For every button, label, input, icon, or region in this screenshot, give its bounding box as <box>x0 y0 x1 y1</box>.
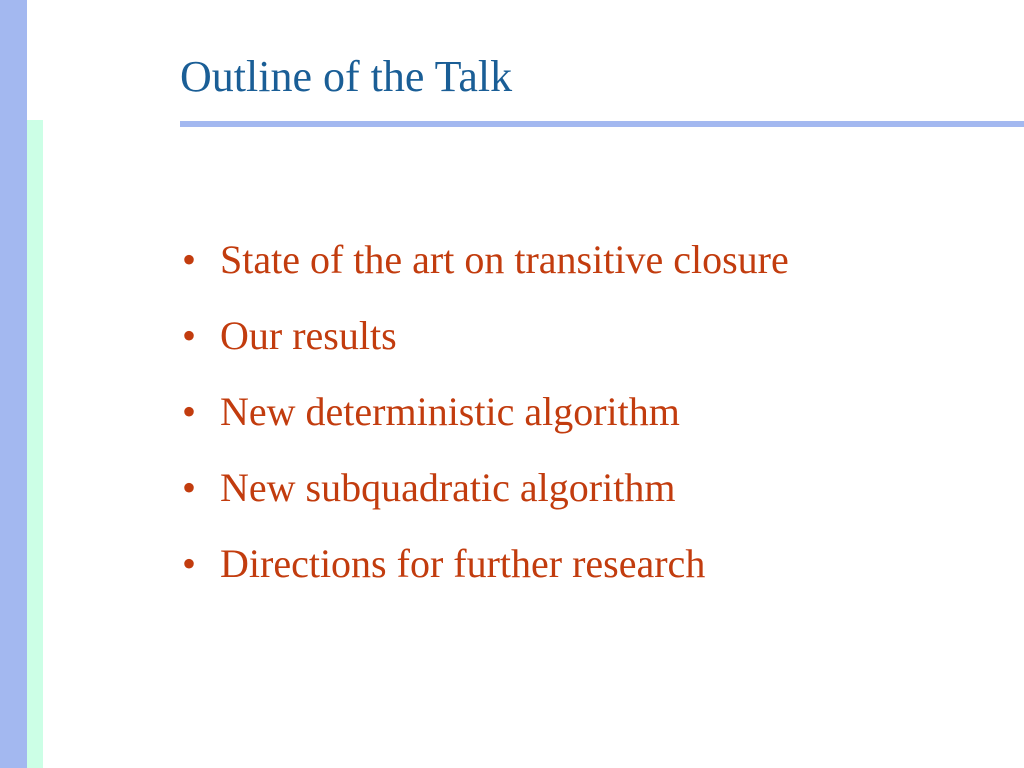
bullet-item <box>182 465 789 544</box>
bullet-icon: • <box>182 465 197 510</box>
bullet-icon: • <box>182 237 197 282</box>
slide-title: Outline of the Talk <box>180 52 513 101</box>
bullet-list <box>182 237 789 620</box>
bullet-item <box>182 313 789 392</box>
bullet-item <box>182 237 789 316</box>
bullet-item <box>182 541 789 620</box>
left-accent-bar <box>0 0 27 768</box>
bullet-icon: • <box>182 389 197 434</box>
title-underline-rule <box>180 121 1024 127</box>
bullet-item <box>182 389 789 468</box>
bullet-text: State of the art on transitive closure <box>220 237 789 282</box>
left-mint-bar <box>27 120 43 768</box>
bullet-text: New deterministic algorithm <box>220 389 680 434</box>
bullet-text: Directions for further research <box>220 541 706 586</box>
bullet-text: Our results <box>220 313 397 358</box>
bullet-icon: • <box>182 313 197 358</box>
bullet-text: New subquadratic algorithm <box>220 465 676 510</box>
bullet-icon: • <box>182 541 197 586</box>
